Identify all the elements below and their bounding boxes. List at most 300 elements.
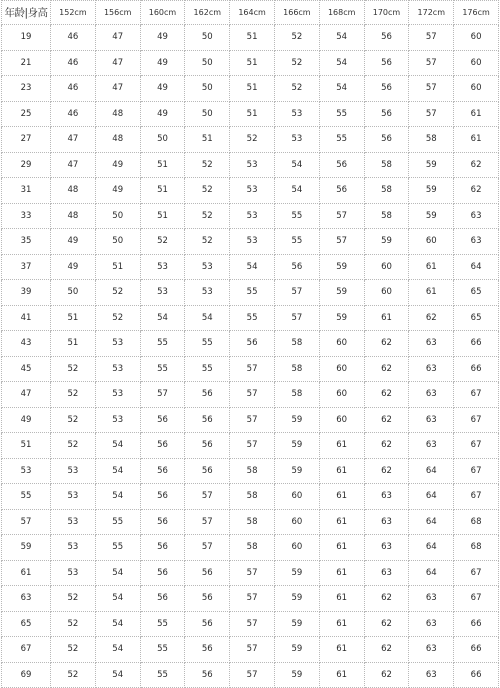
weight-cell: 59	[319, 305, 364, 331]
weight-cell: 57	[185, 484, 230, 510]
weight-cell: 62	[364, 433, 409, 459]
weight-cell: 62	[364, 356, 409, 382]
weight-cell: 62	[364, 458, 409, 484]
weight-cell: 53	[185, 280, 230, 306]
age-cell: 37	[2, 254, 51, 280]
weight-cell: 67	[454, 560, 499, 586]
age-cell: 69	[2, 662, 51, 688]
weight-cell: 53	[95, 356, 140, 382]
weight-cell: 59	[274, 458, 319, 484]
table-row	[2, 484, 499, 510]
weight-cell: 60	[274, 535, 319, 561]
weight-cell: 52	[51, 433, 96, 459]
weight-cell: 52	[95, 305, 140, 331]
weight-cell: 53	[140, 254, 185, 280]
weight-cell: 55	[140, 662, 185, 688]
weight-cell: 66	[454, 611, 499, 637]
weight-cell: 53	[51, 535, 96, 561]
age-cell: 67	[2, 637, 51, 663]
weight-cell: 62	[364, 662, 409, 688]
height-header: 164cm	[230, 1, 275, 25]
weight-cell: 53	[95, 331, 140, 357]
weight-cell: 52	[95, 280, 140, 306]
age-cell: 49	[2, 407, 51, 433]
weight-cell: 64	[454, 254, 499, 280]
table-row	[2, 356, 499, 382]
weight-cell: 63	[409, 662, 454, 688]
weight-cell: 68	[454, 535, 499, 561]
table-row	[2, 76, 499, 102]
weight-cell: 56	[140, 484, 185, 510]
weight-cell: 62	[364, 407, 409, 433]
weight-cell: 51	[140, 203, 185, 229]
weight-cell: 57	[319, 229, 364, 255]
weight-cell: 58	[230, 458, 275, 484]
weight-cell: 65	[454, 305, 499, 331]
weight-cell: 63	[409, 356, 454, 382]
weight-cell: 64	[409, 509, 454, 535]
weight-cell: 57	[230, 637, 275, 663]
weight-cell: 52	[51, 356, 96, 382]
weight-cell: 55	[274, 203, 319, 229]
weight-cell: 63	[409, 611, 454, 637]
weight-cell: 60	[454, 76, 499, 102]
height-header: 152cm	[51, 1, 96, 25]
weight-cell: 67	[454, 586, 499, 612]
weight-cell: 56	[364, 76, 409, 102]
weight-cell: 53	[140, 280, 185, 306]
weight-cell: 50	[185, 25, 230, 51]
weight-cell: 56	[185, 382, 230, 408]
weight-cell: 59	[409, 203, 454, 229]
weight-cell: 46	[51, 25, 96, 51]
weight-cell: 63	[409, 407, 454, 433]
weight-cell: 56	[319, 178, 364, 204]
weight-cell: 61	[409, 280, 454, 306]
weight-cell: 62	[409, 305, 454, 331]
table-row	[2, 305, 499, 331]
weight-cell: 56	[140, 535, 185, 561]
weight-cell: 63	[364, 484, 409, 510]
weight-cell: 56	[185, 637, 230, 663]
weight-cell: 56	[364, 50, 409, 76]
weight-cell: 56	[185, 407, 230, 433]
height-age-weight-table	[1, 0, 499, 688]
weight-cell: 59	[274, 662, 319, 688]
weight-cell: 50	[185, 76, 230, 102]
weight-cell: 66	[454, 662, 499, 688]
weight-cell: 61	[319, 535, 364, 561]
weight-cell: 53	[51, 484, 96, 510]
weight-cell: 54	[274, 178, 319, 204]
weight-cell: 61	[319, 637, 364, 663]
weight-cell: 64	[409, 535, 454, 561]
weight-cell: 57	[140, 382, 185, 408]
weight-cell: 54	[95, 433, 140, 459]
weight-cell: 51	[230, 76, 275, 102]
weight-cell: 58	[274, 356, 319, 382]
table-body	[2, 25, 499, 688]
weight-cell: 52	[51, 407, 96, 433]
weight-cell: 55	[274, 229, 319, 255]
weight-cell: 56	[140, 433, 185, 459]
weight-cell: 50	[185, 101, 230, 127]
age-cell: 25	[2, 101, 51, 127]
weight-cell: 63	[409, 586, 454, 612]
weight-cell: 60	[274, 484, 319, 510]
weight-cell: 56	[140, 586, 185, 612]
weight-cell: 57	[185, 509, 230, 535]
weight-cell: 66	[454, 331, 499, 357]
weight-cell: 55	[140, 356, 185, 382]
weight-cell: 62	[454, 178, 499, 204]
weight-cell: 56	[274, 254, 319, 280]
weight-cell: 57	[230, 586, 275, 612]
height-header: 170cm	[364, 1, 409, 25]
weight-cell: 63	[364, 509, 409, 535]
weight-cell: 67	[454, 382, 499, 408]
weight-cell: 61	[454, 101, 499, 127]
weight-cell: 46	[51, 76, 96, 102]
table-row	[2, 331, 499, 357]
weight-cell: 52	[185, 203, 230, 229]
age-cell: 55	[2, 484, 51, 510]
weight-cell: 57	[409, 76, 454, 102]
weight-cell: 61	[319, 509, 364, 535]
age-cell: 27	[2, 127, 51, 153]
weight-cell: 49	[140, 101, 185, 127]
age-cell: 61	[2, 560, 51, 586]
weight-cell: 51	[140, 152, 185, 178]
weight-cell: 61	[319, 662, 364, 688]
weight-cell: 60	[454, 25, 499, 51]
weight-cell: 57	[230, 382, 275, 408]
table-row	[2, 229, 499, 255]
weight-cell: 52	[274, 76, 319, 102]
table-row	[2, 637, 499, 663]
weight-cell: 54	[319, 76, 364, 102]
weight-cell: 56	[364, 25, 409, 51]
age-cell: 63	[2, 586, 51, 612]
weight-cell: 67	[454, 407, 499, 433]
weight-cell: 53	[95, 382, 140, 408]
weight-cell: 53	[230, 178, 275, 204]
weight-cell: 48	[95, 101, 140, 127]
weight-cell: 54	[95, 586, 140, 612]
weight-cell: 56	[185, 560, 230, 586]
weight-cell: 55	[140, 637, 185, 663]
weight-cell: 50	[51, 280, 96, 306]
weight-cell: 62	[454, 152, 499, 178]
weight-cell: 61	[409, 254, 454, 280]
age-cell: 41	[2, 305, 51, 331]
weight-cell: 51	[51, 331, 96, 357]
height-header: 168cm	[319, 1, 364, 25]
weight-cell: 57	[230, 407, 275, 433]
weight-cell: 68	[454, 509, 499, 535]
weight-cell: 60	[319, 382, 364, 408]
weight-cell: 63	[454, 203, 499, 229]
table-row	[2, 101, 499, 127]
weight-cell: 56	[140, 509, 185, 535]
weight-cell: 54	[319, 50, 364, 76]
table-row	[2, 280, 499, 306]
weight-cell: 61	[319, 611, 364, 637]
weight-cell: 52	[185, 152, 230, 178]
weight-cell: 56	[364, 127, 409, 153]
weight-cell: 54	[185, 305, 230, 331]
weight-cell: 53	[274, 101, 319, 127]
weight-cell: 64	[409, 560, 454, 586]
weight-cell: 56	[185, 611, 230, 637]
weight-cell: 58	[230, 484, 275, 510]
table-row	[2, 25, 499, 51]
weight-cell: 57	[185, 535, 230, 561]
weight-cell: 59	[409, 178, 454, 204]
weight-cell: 59	[274, 586, 319, 612]
weight-cell: 61	[319, 458, 364, 484]
weight-cell: 67	[454, 458, 499, 484]
weight-cell: 67	[454, 484, 499, 510]
weight-cell: 61	[319, 560, 364, 586]
table-row	[2, 178, 499, 204]
weight-cell: 57	[230, 662, 275, 688]
weight-cell: 59	[274, 611, 319, 637]
weight-cell: 60	[319, 356, 364, 382]
weight-cell: 52	[51, 611, 96, 637]
weight-cell: 56	[185, 662, 230, 688]
weight-cell: 53	[95, 407, 140, 433]
weight-cell: 62	[364, 611, 409, 637]
weight-cell: 58	[409, 127, 454, 153]
weight-cell: 53	[274, 127, 319, 153]
weight-cell: 47	[95, 76, 140, 102]
weight-cell: 52	[140, 229, 185, 255]
weight-cell: 49	[140, 25, 185, 51]
weight-cell: 61	[454, 127, 499, 153]
weight-cell: 63	[409, 331, 454, 357]
weight-cell: 48	[51, 178, 96, 204]
table-row	[2, 50, 499, 76]
weight-cell: 61	[319, 433, 364, 459]
weight-cell: 62	[364, 586, 409, 612]
table-row	[2, 382, 499, 408]
weight-cell: 53	[51, 458, 96, 484]
weight-cell: 52	[185, 229, 230, 255]
weight-cell: 49	[140, 76, 185, 102]
header-row	[2, 1, 499, 25]
table-row	[2, 203, 499, 229]
weight-cell: 59	[274, 560, 319, 586]
table-header	[2, 1, 499, 25]
weight-cell: 64	[409, 458, 454, 484]
age-cell: 19	[2, 25, 51, 51]
weight-cell: 56	[364, 101, 409, 127]
weight-cell: 62	[364, 637, 409, 663]
weight-cell: 55	[140, 611, 185, 637]
weight-cell: 60	[409, 229, 454, 255]
weight-cell: 57	[230, 611, 275, 637]
age-cell: 31	[2, 178, 51, 204]
weight-cell: 50	[140, 127, 185, 153]
weight-cell: 57	[319, 203, 364, 229]
weight-cell: 62	[364, 382, 409, 408]
weight-cell: 53	[230, 203, 275, 229]
weight-cell: 49	[51, 229, 96, 255]
weight-cell: 60	[319, 331, 364, 357]
weight-cell: 67	[454, 433, 499, 459]
weight-cell: 55	[95, 509, 140, 535]
weight-cell: 63	[364, 560, 409, 586]
weight-cell: 64	[409, 484, 454, 510]
weight-cell: 62	[364, 331, 409, 357]
weight-cell: 55	[319, 127, 364, 153]
weight-cell: 59	[274, 433, 319, 459]
weight-cell: 49	[95, 178, 140, 204]
weight-cell: 61	[319, 484, 364, 510]
weight-cell: 59	[319, 254, 364, 280]
weight-cell: 57	[274, 280, 319, 306]
weight-cell: 47	[95, 50, 140, 76]
weight-cell: 49	[95, 152, 140, 178]
weight-cell: 63	[409, 433, 454, 459]
weight-cell: 52	[51, 382, 96, 408]
weight-cell: 54	[95, 560, 140, 586]
weight-cell: 54	[274, 152, 319, 178]
age-cell: 57	[2, 509, 51, 535]
weight-cell: 59	[274, 407, 319, 433]
weight-cell: 60	[364, 254, 409, 280]
table-row	[2, 127, 499, 153]
age-cell: 23	[2, 76, 51, 102]
weight-cell: 46	[51, 50, 96, 76]
weight-cell: 59	[319, 280, 364, 306]
weight-cell: 60	[319, 407, 364, 433]
weight-cell: 65	[454, 280, 499, 306]
weight-cell: 49	[51, 254, 96, 280]
weight-cell: 55	[140, 331, 185, 357]
weight-cell: 57	[409, 50, 454, 76]
weight-cell: 58	[274, 331, 319, 357]
weight-cell: 47	[95, 25, 140, 51]
weight-cell: 51	[230, 101, 275, 127]
table-row	[2, 611, 499, 637]
weight-cell: 55	[319, 101, 364, 127]
weight-cell: 54	[95, 611, 140, 637]
weight-cell: 66	[454, 356, 499, 382]
weight-cell: 57	[409, 101, 454, 127]
weight-cell: 54	[140, 305, 185, 331]
age-cell: 65	[2, 611, 51, 637]
height-header: 156cm	[95, 1, 140, 25]
table-row	[2, 458, 499, 484]
weight-cell: 58	[364, 152, 409, 178]
weight-cell: 57	[274, 305, 319, 331]
weight-cell: 52	[51, 586, 96, 612]
weight-cell: 55	[230, 280, 275, 306]
table-row	[2, 586, 499, 612]
weight-cell: 51	[95, 254, 140, 280]
weight-cell: 51	[230, 50, 275, 76]
weight-cell: 56	[185, 586, 230, 612]
weight-cell: 59	[409, 152, 454, 178]
weight-cell: 52	[274, 50, 319, 76]
table-row	[2, 509, 499, 535]
weight-cell: 53	[51, 560, 96, 586]
weight-cell: 63	[454, 229, 499, 255]
weight-cell: 61	[364, 305, 409, 331]
weight-cell: 58	[364, 178, 409, 204]
weight-cell: 56	[319, 152, 364, 178]
weight-cell: 56	[230, 331, 275, 357]
table-row	[2, 407, 499, 433]
weight-cell: 50	[185, 50, 230, 76]
weight-cell: 53	[230, 152, 275, 178]
weight-cell: 54	[95, 637, 140, 663]
weight-cell: 55	[230, 305, 275, 331]
weight-cell: 49	[140, 50, 185, 76]
height-header: 176cm	[454, 1, 499, 25]
weight-cell: 57	[230, 356, 275, 382]
weight-cell: 54	[230, 254, 275, 280]
weight-cell: 57	[230, 560, 275, 586]
weight-cell: 55	[185, 331, 230, 357]
weight-cell: 63	[409, 637, 454, 663]
weight-cell: 58	[230, 509, 275, 535]
weight-cell: 56	[140, 560, 185, 586]
weight-cell: 52	[185, 178, 230, 204]
weight-cell: 60	[454, 50, 499, 76]
age-cell: 45	[2, 356, 51, 382]
height-header: 160cm	[140, 1, 185, 25]
weight-cell: 46	[51, 101, 96, 127]
age-cell: 33	[2, 203, 51, 229]
weight-cell: 54	[319, 25, 364, 51]
weight-cell: 56	[185, 433, 230, 459]
weight-cell: 48	[51, 203, 96, 229]
weight-cell: 61	[319, 586, 364, 612]
weight-cell: 55	[95, 535, 140, 561]
weight-cell: 56	[140, 407, 185, 433]
table-row	[2, 152, 499, 178]
weight-cell: 57	[230, 433, 275, 459]
table-row	[2, 433, 499, 459]
age-cell: 29	[2, 152, 51, 178]
age-cell: 21	[2, 50, 51, 76]
table-row	[2, 535, 499, 561]
weight-cell: 50	[95, 203, 140, 229]
age-cell: 51	[2, 433, 51, 459]
weight-cell: 58	[274, 382, 319, 408]
weight-cell: 51	[230, 25, 275, 51]
table-row	[2, 662, 499, 688]
age-cell: 43	[2, 331, 51, 357]
age-cell: 59	[2, 535, 51, 561]
weight-cell: 51	[140, 178, 185, 204]
weight-cell: 52	[51, 637, 96, 663]
height-header: 162cm	[185, 1, 230, 25]
weight-cell: 52	[230, 127, 275, 153]
weight-cell: 47	[51, 127, 96, 153]
weight-cell: 63	[364, 535, 409, 561]
weight-cell: 56	[185, 458, 230, 484]
weight-cell: 58	[230, 535, 275, 561]
weight-cell: 63	[409, 382, 454, 408]
weight-cell: 54	[95, 484, 140, 510]
weight-cell: 55	[185, 356, 230, 382]
age-cell: 35	[2, 229, 51, 255]
weight-cell: 53	[51, 509, 96, 535]
